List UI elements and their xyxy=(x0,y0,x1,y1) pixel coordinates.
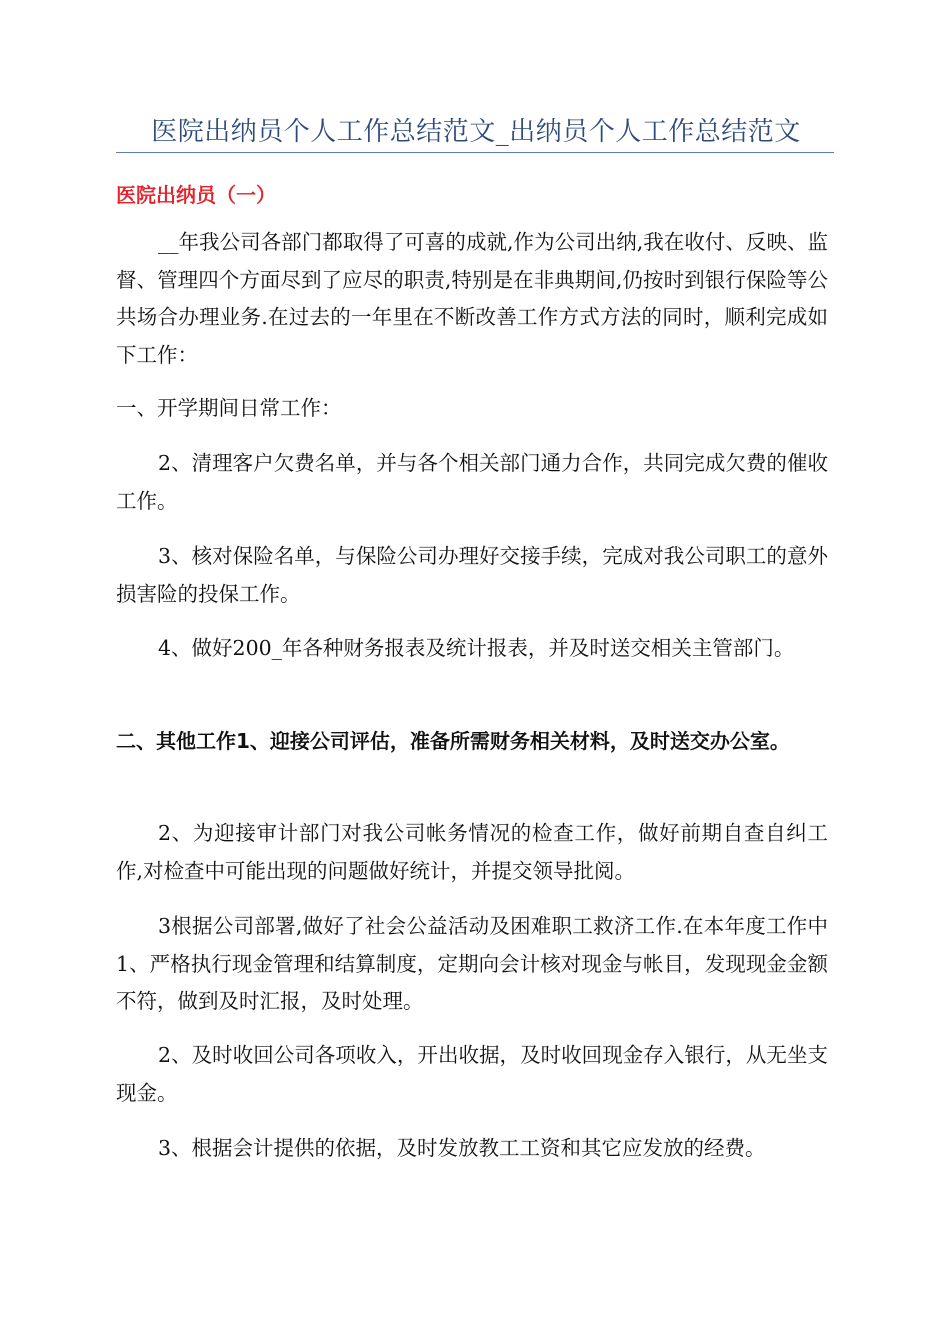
paragraph-item-2-audit: 2、为迎接审计部门对我公司帐务情况的检查工作，做好前期自查自纠工作,对检查中可能出现的问题做好统计，并提交领导批阅。 xyxy=(116,821,828,883)
paragraph-item-3-welfare: 3根据公司部署,做好了社会公益活动及困难职工救济工作.在本年度工作中1、严格执行现金管理和结算制度，定期向会计核对现金与帐目，发现现金金额不符，做到及时汇报，及时处理。 xyxy=(116,914,828,1013)
title-underline xyxy=(116,152,834,153)
paragraph-item-3-payroll: 3、根据会计提供的依据，及时发放教工工资和其它应发放的经费。 xyxy=(158,1136,766,1160)
paragraph-item-4-reports: 4、做好200_年各种财务报表及统计报表，并及时送交相关主管部门。 xyxy=(158,636,795,660)
paragraph-subheading-other-work: 二、其他工作1、迎接公司评估，准备所需财务相关材料，及时送交办公室。 xyxy=(116,729,790,753)
paragraph-subheading-daily-work: 一、开学期间日常工作： xyxy=(116,396,342,420)
paragraph-item-2-income: 2、及时收回公司各项收入，开出收据，及时收回现金存入银行，从无坐支现金。 xyxy=(116,1043,828,1105)
paragraph-item-3-insurance: 3、核对保险名单，与保险公司办理好交接手续，完成对我公司职工的意外损害险的投保工作。 xyxy=(116,544,828,606)
paragraph-item-2-arrears: 2、清理客户欠费名单，并与各个相关部门通力合作，共同完成欠费的催收工作。 xyxy=(116,451,828,513)
section-heading: 医院出纳员（一） xyxy=(116,183,276,207)
paragraph-intro: __年我公司各部门都取得了可喜的成就,作为公司出纳,我在收付、反映、监督、管理四个方面尽到了应尽的职责,特别是在非典期间,仍按时到银行保险等公共场合办理业务.在过去的一年里在不断改善工作方式方法的同时，顺利完成如下工作： xyxy=(116,230,828,367)
document-title: 医院出纳员个人工作总结范文_出纳员个人工作总结范文 xyxy=(151,117,801,147)
